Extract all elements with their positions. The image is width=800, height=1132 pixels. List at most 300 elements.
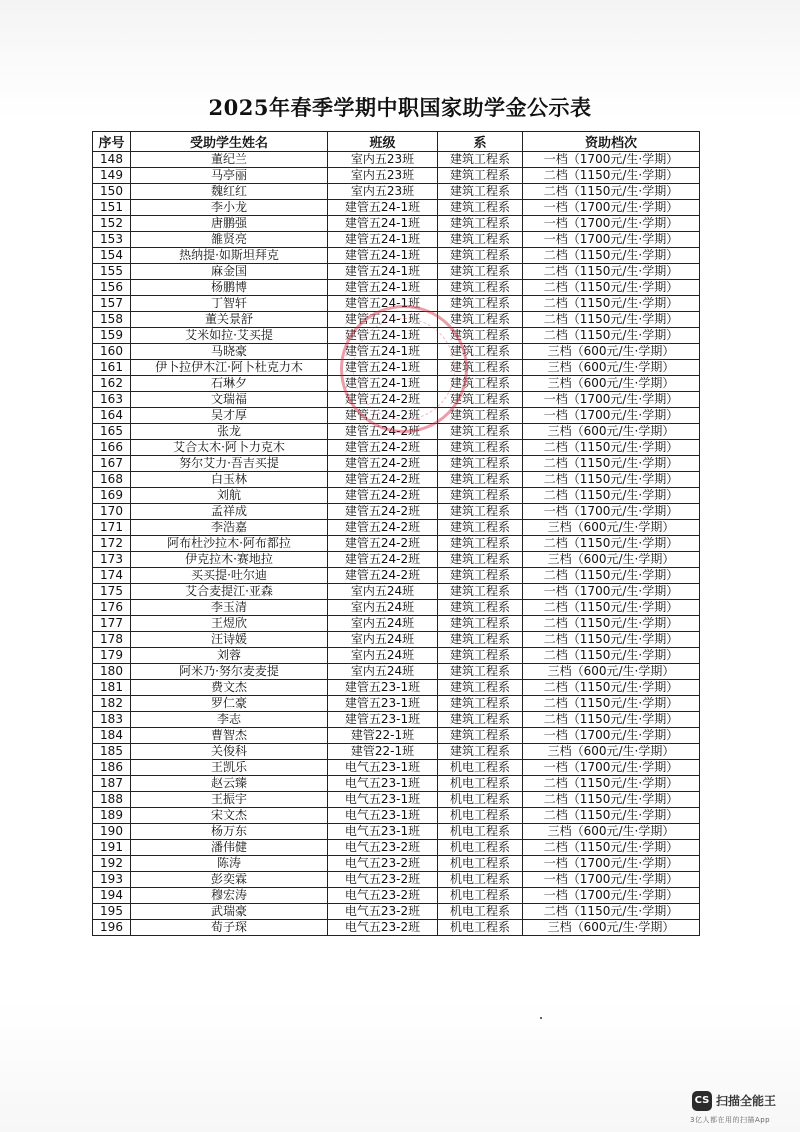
cell-class: 室内五23班 <box>328 168 438 184</box>
cell-seq: 172 <box>93 536 131 552</box>
cell-student-name: 马亭丽 <box>131 168 328 184</box>
table-row <box>93 744 700 760</box>
cell-student-name: 陈涛 <box>131 856 328 872</box>
cell-department: 建筑工程系 <box>438 264 523 280</box>
cell-grant-level: 二档（1150元/生·学期） <box>523 696 700 712</box>
cell-grant-level: 二档（1150元/生·学期） <box>523 184 700 200</box>
cell-class: 建管五24-2班 <box>328 536 438 552</box>
cell-seq: 159 <box>93 328 131 344</box>
cell-department: 建筑工程系 <box>438 680 523 696</box>
table-row <box>93 248 700 264</box>
cell-department: 机电工程系 <box>438 840 523 856</box>
table-row <box>93 472 700 488</box>
cell-student-name: 买买提·吐尔迪 <box>131 568 328 584</box>
table-row <box>93 536 700 552</box>
cell-department: 建筑工程系 <box>438 232 523 248</box>
table-row <box>93 392 700 408</box>
cell-seq: 166 <box>93 440 131 456</box>
cell-grant-level: 二档（1150元/生·学期） <box>523 616 700 632</box>
cell-class: 建管五24-2班 <box>328 488 438 504</box>
cell-class: 建管五24-2班 <box>328 472 438 488</box>
table-row <box>93 232 700 248</box>
cell-class: 建管五24-2班 <box>328 552 438 568</box>
cell-student-name: 伊克拉木·赛地拉 <box>131 552 328 568</box>
cell-student-name: 杨鹏博 <box>131 280 328 296</box>
cell-seq: 165 <box>93 424 131 440</box>
cell-department: 建筑工程系 <box>438 408 523 424</box>
cell-department: 建筑工程系 <box>438 552 523 568</box>
cell-grant-level: 一档（1700元/生·学期） <box>523 504 700 520</box>
cell-class: 建管五24-2班 <box>328 520 438 536</box>
cell-department: 建筑工程系 <box>438 456 523 472</box>
cell-department: 建筑工程系 <box>438 728 523 744</box>
cell-class: 建管五24-2班 <box>328 424 438 440</box>
cell-department: 建筑工程系 <box>438 328 523 344</box>
cell-student-name: 刘蓉 <box>131 648 328 664</box>
table-row <box>93 360 700 376</box>
cell-grant-level: 一档（1700元/生·学期） <box>523 408 700 424</box>
cell-grant-level: 一档（1700元/生·学期） <box>523 856 700 872</box>
table-row <box>93 456 700 472</box>
cell-department: 建筑工程系 <box>438 184 523 200</box>
cell-department: 建筑工程系 <box>438 360 523 376</box>
cell-grant-level: 三档（600元/生·学期） <box>523 344 700 360</box>
cell-department: 建筑工程系 <box>438 744 523 760</box>
cell-class: 建管五24-2班 <box>328 408 438 424</box>
cell-class: 建管五24-1班 <box>328 264 438 280</box>
cell-student-name: 马晓豪 <box>131 344 328 360</box>
cell-student-name: 李小龙 <box>131 200 328 216</box>
cell-student-name: 刘航 <box>131 488 328 504</box>
cell-grant-level: 二档（1150元/生·学期） <box>523 600 700 616</box>
table-row <box>93 168 700 184</box>
cell-grant-level: 一档（1700元/生·学期） <box>523 728 700 744</box>
cell-class: 电气五23-1班 <box>328 760 438 776</box>
table-row <box>93 520 700 536</box>
cell-class: 电气五23-2班 <box>328 872 438 888</box>
cell-grant-level: 二档（1150元/生·学期） <box>523 792 700 808</box>
cell-student-name: 石琳夕 <box>131 376 328 392</box>
table-row <box>93 184 700 200</box>
cell-grant-level: 一档（1700元/生·学期） <box>523 232 700 248</box>
cell-seq: 168 <box>93 472 131 488</box>
cell-department: 建筑工程系 <box>438 616 523 632</box>
cell-class: 电气五23-1班 <box>328 776 438 792</box>
cell-grant-level: 一档（1700元/生·学期） <box>523 888 700 904</box>
cell-class: 建管22-1班 <box>328 728 438 744</box>
cell-student-name: 艾合麦提江·亚森 <box>131 584 328 600</box>
table-row <box>93 568 700 584</box>
cell-seq: 176 <box>93 600 131 616</box>
cell-student-name: 杨万东 <box>131 824 328 840</box>
cell-student-name: 伊卜拉伊木江·阿卜杜克力木 <box>131 360 328 376</box>
cell-department: 建筑工程系 <box>438 200 523 216</box>
cell-student-name: 王煜欣 <box>131 616 328 632</box>
table-row <box>93 824 700 840</box>
cell-student-name: 丁智轩 <box>131 296 328 312</box>
cell-student-name: 曹智杰 <box>131 728 328 744</box>
cell-student-name: 王凯乐 <box>131 760 328 776</box>
cell-department: 机电工程系 <box>438 856 523 872</box>
table-body <box>93 152 700 936</box>
cell-seq: 190 <box>93 824 131 840</box>
cell-seq: 182 <box>93 696 131 712</box>
cell-class: 建管五24-1班 <box>328 216 438 232</box>
cell-student-name: 汪诗媛 <box>131 632 328 648</box>
cell-class: 电气五23-2班 <box>328 840 438 856</box>
table-row <box>93 344 700 360</box>
cell-seq: 175 <box>93 584 131 600</box>
cell-department: 建筑工程系 <box>438 392 523 408</box>
cell-department: 建筑工程系 <box>438 296 523 312</box>
cell-grant-level: 二档（1150元/生·学期） <box>523 536 700 552</box>
cell-seq: 158 <box>93 312 131 328</box>
table-row <box>93 552 700 568</box>
table-row <box>93 712 700 728</box>
cell-grant-level: 三档（600元/生·学期） <box>523 552 700 568</box>
cell-grant-level: 一档（1700元/生·学期） <box>523 872 700 888</box>
cell-seq: 148 <box>93 152 131 168</box>
cell-seq: 169 <box>93 488 131 504</box>
document-title: 2025年春季学期中职国家助学金公示表 <box>208 95 592 120</box>
cell-seq: 161 <box>93 360 131 376</box>
cell-class: 室内五24班 <box>328 616 438 632</box>
cell-student-name: 阿布杜沙拉木·阿布都拉 <box>131 536 328 552</box>
table-row <box>93 280 700 296</box>
cell-department: 建筑工程系 <box>438 504 523 520</box>
cell-student-name: 李志 <box>131 712 328 728</box>
cell-grant-level: 二档（1150元/生·学期） <box>523 168 700 184</box>
cell-grant-level: 三档（600元/生·学期） <box>523 824 700 840</box>
cell-grant-level: 二档（1150元/生·学期） <box>523 680 700 696</box>
cell-student-name: 张龙 <box>131 424 328 440</box>
cell-student-name: 李浩嘉 <box>131 520 328 536</box>
cell-class: 电气五23-2班 <box>328 856 438 872</box>
cell-class: 电气五23-2班 <box>328 888 438 904</box>
cell-class: 电气五23-1班 <box>328 808 438 824</box>
cell-student-name: 艾米如拉·艾买提 <box>131 328 328 344</box>
cell-class: 电气五23-1班 <box>328 824 438 840</box>
scan-speck <box>540 1017 542 1019</box>
cell-department: 建筑工程系 <box>438 584 523 600</box>
cell-class: 室内五24班 <box>328 584 438 600</box>
cell-seq: 185 <box>93 744 131 760</box>
cell-student-name: 李玉清 <box>131 600 328 616</box>
cell-class: 室内五24班 <box>328 664 438 680</box>
cell-grant-level: 二档（1150元/生·学期） <box>523 840 700 856</box>
cell-seq: 178 <box>93 632 131 648</box>
cell-grant-level: 三档（600元/生·学期） <box>523 424 700 440</box>
cell-department: 建筑工程系 <box>438 568 523 584</box>
cell-grant-level: 二档（1150元/生·学期） <box>523 456 700 472</box>
cell-seq: 155 <box>93 264 131 280</box>
table-row <box>93 808 700 824</box>
cell-student-name: 阿米乃·努尔麦麦提 <box>131 664 328 680</box>
cell-department: 机电工程系 <box>438 824 523 840</box>
table-row <box>93 856 700 872</box>
table-row <box>93 664 700 680</box>
cell-department: 建筑工程系 <box>438 600 523 616</box>
table-row <box>93 584 700 600</box>
cell-department: 建筑工程系 <box>438 696 523 712</box>
cell-student-name: 董纪兰 <box>131 152 328 168</box>
cell-grant-level: 三档（600元/生·学期） <box>523 920 700 936</box>
cell-seq: 177 <box>93 616 131 632</box>
cell-seq: 194 <box>93 888 131 904</box>
table-row <box>93 264 700 280</box>
cell-class: 建管五24-1班 <box>328 232 438 248</box>
cell-student-name: 麻金国 <box>131 264 328 280</box>
cell-grant-level: 三档（600元/生·学期） <box>523 744 700 760</box>
cell-grant-level: 一档（1700元/生·学期） <box>523 152 700 168</box>
cell-student-name: 唐鹏强 <box>131 216 328 232</box>
cell-department: 建筑工程系 <box>438 216 523 232</box>
cell-department: 建筑工程系 <box>438 280 523 296</box>
table-row <box>93 200 700 216</box>
cell-seq: 156 <box>93 280 131 296</box>
table-row <box>93 792 700 808</box>
cell-class: 建管五23-1班 <box>328 712 438 728</box>
cell-department: 机电工程系 <box>438 776 523 792</box>
cell-department: 建筑工程系 <box>438 536 523 552</box>
cell-department: 建筑工程系 <box>438 344 523 360</box>
cell-class: 建管22-1班 <box>328 744 438 760</box>
cell-department: 建筑工程系 <box>438 664 523 680</box>
cell-seq: 184 <box>93 728 131 744</box>
cell-class: 建管五24-1班 <box>328 296 438 312</box>
cell-department: 机电工程系 <box>438 920 523 936</box>
cell-student-name: 白玉林 <box>131 472 328 488</box>
cell-seq: 167 <box>93 456 131 472</box>
cell-class: 建管五24-1班 <box>328 360 438 376</box>
cell-grant-level: 二档（1150元/生·学期） <box>523 808 700 824</box>
table-row <box>93 312 700 328</box>
cell-class: 建管五24-1班 <box>328 344 438 360</box>
cell-department: 建筑工程系 <box>438 168 523 184</box>
cell-class: 建管五24-2班 <box>328 568 438 584</box>
scanner-watermark <box>676 1089 794 1127</box>
cell-department: 建筑工程系 <box>438 472 523 488</box>
table-row <box>93 776 700 792</box>
cell-class: 电气五23-1班 <box>328 792 438 808</box>
table-row <box>93 424 700 440</box>
table-row <box>93 696 700 712</box>
table-row <box>93 376 700 392</box>
cell-grant-level: 三档（600元/生·学期） <box>523 360 700 376</box>
cell-seq: 188 <box>93 792 131 808</box>
cell-class: 建管五24-1班 <box>328 248 438 264</box>
cell-student-name: 艾合太木·阿卜力克木 <box>131 440 328 456</box>
cell-class: 建管五24-2班 <box>328 392 438 408</box>
cell-department: 建筑工程系 <box>438 488 523 504</box>
table-row <box>93 648 700 664</box>
cell-grant-level: 一档（1700元/生·学期） <box>523 392 700 408</box>
cell-grant-level: 一档（1700元/生·学期） <box>523 760 700 776</box>
cell-department: 机电工程系 <box>438 872 523 888</box>
cell-class: 建管五24-2班 <box>328 504 438 520</box>
cell-grant-level: 一档（1700元/生·学期） <box>523 200 700 216</box>
cell-seq: 179 <box>93 648 131 664</box>
table-row <box>93 296 700 312</box>
table-row <box>93 680 700 696</box>
cell-seq: 164 <box>93 408 131 424</box>
cell-student-name: 关俊科 <box>131 744 328 760</box>
cell-student-name: 彭奕霖 <box>131 872 328 888</box>
cell-grant-level: 三档（600元/生·学期） <box>523 376 700 392</box>
cell-student-name: 荀子琛 <box>131 920 328 936</box>
cell-class: 建管五24-1班 <box>328 312 438 328</box>
cell-class: 建管五24-1班 <box>328 328 438 344</box>
cell-grant-level: 二档（1150元/生·学期） <box>523 488 700 504</box>
cell-class: 电气五23-2班 <box>328 904 438 920</box>
header-student-name: 受助学生姓名 <box>131 132 328 152</box>
cell-student-name: 穆宏涛 <box>131 888 328 904</box>
cell-department: 建筑工程系 <box>438 440 523 456</box>
table-row <box>93 888 700 904</box>
cell-seq: 149 <box>93 168 131 184</box>
cell-department: 建筑工程系 <box>438 312 523 328</box>
grant-roster-table <box>92 131 700 936</box>
table-row <box>93 216 700 232</box>
cell-seq: 170 <box>93 504 131 520</box>
cell-department: 建筑工程系 <box>438 424 523 440</box>
cell-department: 机电工程系 <box>438 760 523 776</box>
cell-grant-level: 二档（1150元/生·学期） <box>523 648 700 664</box>
table-row <box>93 440 700 456</box>
cell-student-name: 魏红红 <box>131 184 328 200</box>
cell-grant-level: 二档（1150元/生·学期） <box>523 280 700 296</box>
cell-student-name: 热纳提·如斯坦拜克 <box>131 248 328 264</box>
cell-grant-level: 三档（600元/生·学期） <box>523 520 700 536</box>
cell-seq: 180 <box>93 664 131 680</box>
cell-grant-level: 三档（600元/生·学期） <box>523 664 700 680</box>
cell-class: 建管五24-1班 <box>328 376 438 392</box>
cell-seq: 163 <box>93 392 131 408</box>
cell-grant-level: 二档（1150元/生·学期） <box>523 328 700 344</box>
cell-seq: 173 <box>93 552 131 568</box>
cell-department: 建筑工程系 <box>438 376 523 392</box>
cell-seq: 191 <box>93 840 131 856</box>
cell-class: 建管五24-1班 <box>328 280 438 296</box>
cell-seq: 186 <box>93 760 131 776</box>
cell-grant-level: 二档（1150元/生·学期） <box>523 904 700 920</box>
cell-seq: 183 <box>93 712 131 728</box>
cell-seq: 152 <box>93 216 131 232</box>
cell-department: 机电工程系 <box>438 808 523 824</box>
watermark-brand: 扫描全能王 <box>716 1094 777 1108</box>
cell-grant-level: 二档（1150元/生·学期） <box>523 568 700 584</box>
cell-student-name: 罗仁豪 <box>131 696 328 712</box>
cell-seq: 157 <box>93 296 131 312</box>
cell-grant-level: 一档（1700元/生·学期） <box>523 584 700 600</box>
cell-student-name: 武瑞豪 <box>131 904 328 920</box>
cell-seq: 162 <box>93 376 131 392</box>
cell-class: 室内五23班 <box>328 184 438 200</box>
cell-department: 建筑工程系 <box>438 152 523 168</box>
cell-seq: 181 <box>93 680 131 696</box>
cell-student-name: 文瑞福 <box>131 392 328 408</box>
cell-grant-level: 二档（1150元/生·学期） <box>523 632 700 648</box>
cell-student-name: 努尔艾力·吾吉买提 <box>131 456 328 472</box>
table-row <box>93 760 700 776</box>
cell-department: 机电工程系 <box>438 904 523 920</box>
cell-student-name: 孟祥成 <box>131 504 328 520</box>
cell-seq: 160 <box>93 344 131 360</box>
table-row <box>93 920 700 936</box>
cell-student-name: 费文杰 <box>131 680 328 696</box>
header-class: 班级 <box>328 132 438 152</box>
table-row <box>93 632 700 648</box>
cell-department: 机电工程系 <box>438 888 523 904</box>
cell-seq: 187 <box>93 776 131 792</box>
header-seq: 序号 <box>93 132 131 152</box>
cell-department: 建筑工程系 <box>438 520 523 536</box>
cell-seq: 151 <box>93 200 131 216</box>
cell-grant-level: 二档（1150元/生·学期） <box>523 712 700 728</box>
table-row <box>93 328 700 344</box>
cell-class: 建管五23-1班 <box>328 696 438 712</box>
cell-seq: 196 <box>93 920 131 936</box>
cell-class: 室内五23班 <box>328 152 438 168</box>
cell-seq: 154 <box>93 248 131 264</box>
camscanner-logo-icon: CS <box>692 1091 712 1111</box>
cell-student-name: 潘伟健 <box>131 840 328 856</box>
table-row <box>93 488 700 504</box>
cell-seq: 189 <box>93 808 131 824</box>
cell-department: 机电工程系 <box>438 792 523 808</box>
table-row <box>93 872 700 888</box>
watermark-tagline: 3亿人都在用的扫描App <box>690 1116 771 1124</box>
table-row <box>93 904 700 920</box>
table-row <box>93 152 700 168</box>
cell-class: 建管五24-2班 <box>328 456 438 472</box>
cell-department: 建筑工程系 <box>438 248 523 264</box>
table-header-row <box>93 132 700 152</box>
cell-grant-level: 二档（1150元/生·学期） <box>523 312 700 328</box>
cell-class: 建管五24-1班 <box>328 200 438 216</box>
cell-department: 建筑工程系 <box>438 712 523 728</box>
table-row <box>93 408 700 424</box>
cell-student-name: 吴才厚 <box>131 408 328 424</box>
cell-department: 建筑工程系 <box>438 632 523 648</box>
cell-student-name: 宋文杰 <box>131 808 328 824</box>
table-row <box>93 616 700 632</box>
cell-student-name: 赵云臻 <box>131 776 328 792</box>
table-row <box>93 728 700 744</box>
cell-student-name: 王振宇 <box>131 792 328 808</box>
cell-department: 建筑工程系 <box>438 648 523 664</box>
cell-seq: 174 <box>93 568 131 584</box>
cell-seq: 195 <box>93 904 131 920</box>
cell-class: 建管五23-1班 <box>328 680 438 696</box>
cell-grant-level: 二档（1150元/生·学期） <box>523 248 700 264</box>
cell-grant-level: 二档（1150元/生·学期） <box>523 296 700 312</box>
header-department: 系 <box>438 132 523 152</box>
cell-student-name: 董关景舒 <box>131 312 328 328</box>
cell-class: 室内五24班 <box>328 600 438 616</box>
cell-seq: 153 <box>93 232 131 248</box>
table-row <box>93 504 700 520</box>
cell-grant-level: 二档（1150元/生·学期） <box>523 472 700 488</box>
cell-class: 建管五24-2班 <box>328 440 438 456</box>
cell-seq: 192 <box>93 856 131 872</box>
cell-grant-level: 二档（1150元/生·学期） <box>523 264 700 280</box>
header-grant-level: 资助档次 <box>523 132 700 152</box>
table-row <box>93 600 700 616</box>
cell-grant-level: 二档（1150元/生·学期） <box>523 440 700 456</box>
cell-class: 室内五24班 <box>328 632 438 648</box>
cell-seq: 150 <box>93 184 131 200</box>
